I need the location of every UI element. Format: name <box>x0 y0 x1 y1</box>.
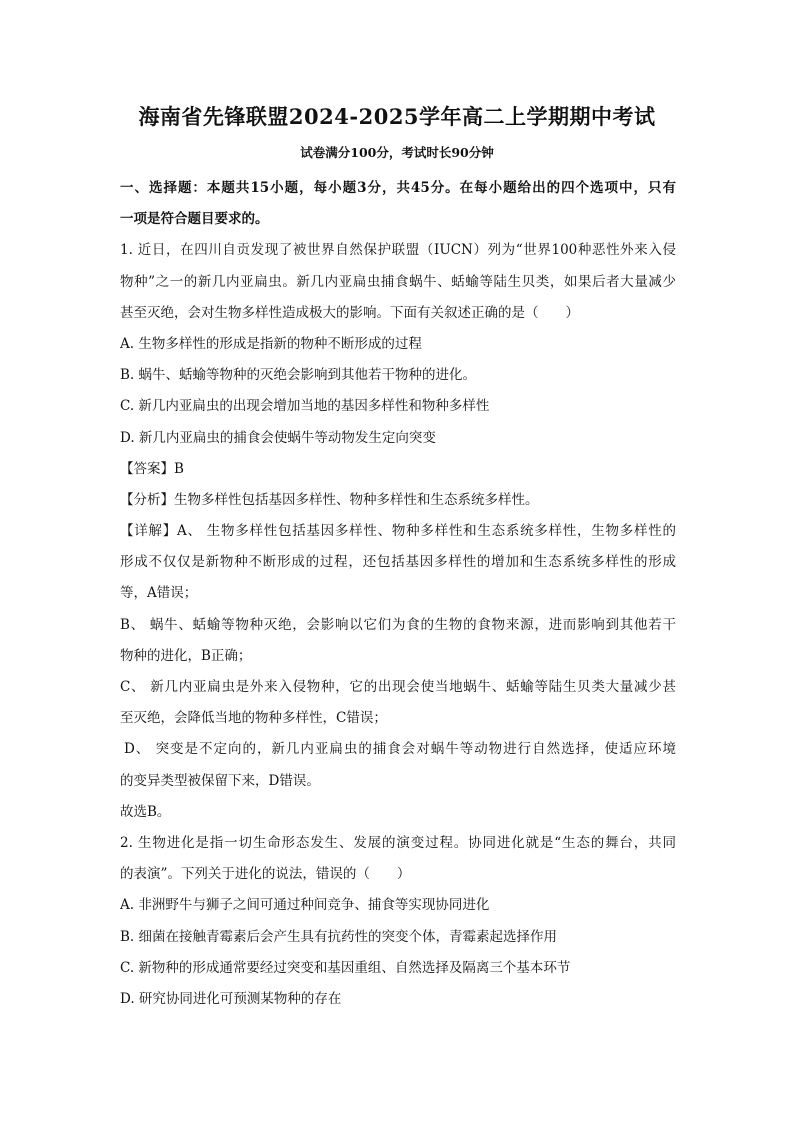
explanation: C、 新几内亚扁虫是外来入侵物种，它的出现会使当地蜗牛、蛞蝓等陆生贝类大量减少甚 <box>120 679 676 695</box>
analysis: 【分析】生物多样性包括基因多样性、物种多样性和生态系统多样性。 <box>120 491 539 508</box>
explanation: 至灭绝，会降低当地的物种多样性，C错误； <box>120 710 387 727</box>
option-c: C. 新几内亚扁虫的出现会增加当地的基因多样性和物种多样性 <box>120 398 490 415</box>
question-stem: 2. 生物进化是指一切生命形态发生、发展的演变过程。协同进化就是“生态的舞台，共同 <box>120 834 676 851</box>
question-2 <box>120 828 676 1015</box>
conclusion: 故选B。 <box>120 803 171 820</box>
explanation: B、 蜗牛、蛞蝓等物种灭绝，会影响以它们为食的生物的食物来源，进而影响到其他若干 <box>120 616 676 633</box>
question-stem: 甚至灭绝，会对生物多样性造成极大的影响。下面有关叙述正确的是（ ） <box>120 304 579 321</box>
option-a: A. 非洲野牛与狮子之间可通过种间竞争、捕食等实现协同进化 <box>120 897 490 914</box>
explanation: D、 突变是不定向的，新几内亚扁虫的捕食会对蜗牛等动物进行自然选择，使适应环境 <box>124 741 676 758</box>
option-a: A. 生物多样性的形成是指新的物种不断形成的过程 <box>120 335 422 352</box>
section-heading: 一、选择题：本题共15小题，每小题3分，共45分。在每小题给出的四个选项中，只有 <box>120 180 676 196</box>
option-c: C. 新物种的形成通常要经过突变和基因重组、自然选择及隔离三个基本环节 <box>120 959 571 976</box>
explanation: 的变异类型被保留下来，D错误。 <box>120 772 320 789</box>
section-heading-continued: 一项是符合题目要求的。 <box>120 211 269 228</box>
explanation: 【详解】A、 生物多样性包括基因多样性、物种多样性和生态系统多样性，生物多样性的 <box>120 523 676 540</box>
explanation: 等，A错误； <box>120 585 198 602</box>
question-1 <box>120 235 676 828</box>
question-stem: 物种”之一的新几内亚扁虫。新几内亚扁虫捕食蜗牛、蛞蝓等陆生贝类，如果后者大量减少 <box>120 273 676 290</box>
document-body <box>120 173 676 1015</box>
exam-info: 试卷满分100分，考试时长90分钟 <box>300 145 494 160</box>
explanation: 物种的进化，B正确； <box>120 647 252 664</box>
question-stem: 的表演”。下列关于进化的说法，错误的（ ） <box>120 866 411 883</box>
option-b: B. 细菌在接触青霉素后会产生具有抗药性的突变个体，青霉素起选择作用 <box>120 928 558 945</box>
option-d: D. 新几内亚扁虫的捕食会使蜗牛等动物发生定向突变 <box>120 429 436 446</box>
explanation: 形成不仅仅是新物种不断形成的过程，还包括基因多样性的增加和生态系统多样性的形成 <box>120 554 676 571</box>
option-d: D. 研究协同进化可预测某物种的存在 <box>120 990 342 1007</box>
option-b: B. 蜗牛、蛞蝓等物种的灭绝会影响到其他若干物种的进化。 <box>120 367 477 384</box>
answer: 【答案】B <box>120 460 184 477</box>
question-stem: 1. 近日，在四川自贡发现了被世界自然保护联盟（IUCN）列为“世界100种恶性外来入侵 <box>120 242 676 259</box>
page-title: 海南省先锋联盟2024-2025学年高二上学期期中考试 <box>138 104 656 129</box>
